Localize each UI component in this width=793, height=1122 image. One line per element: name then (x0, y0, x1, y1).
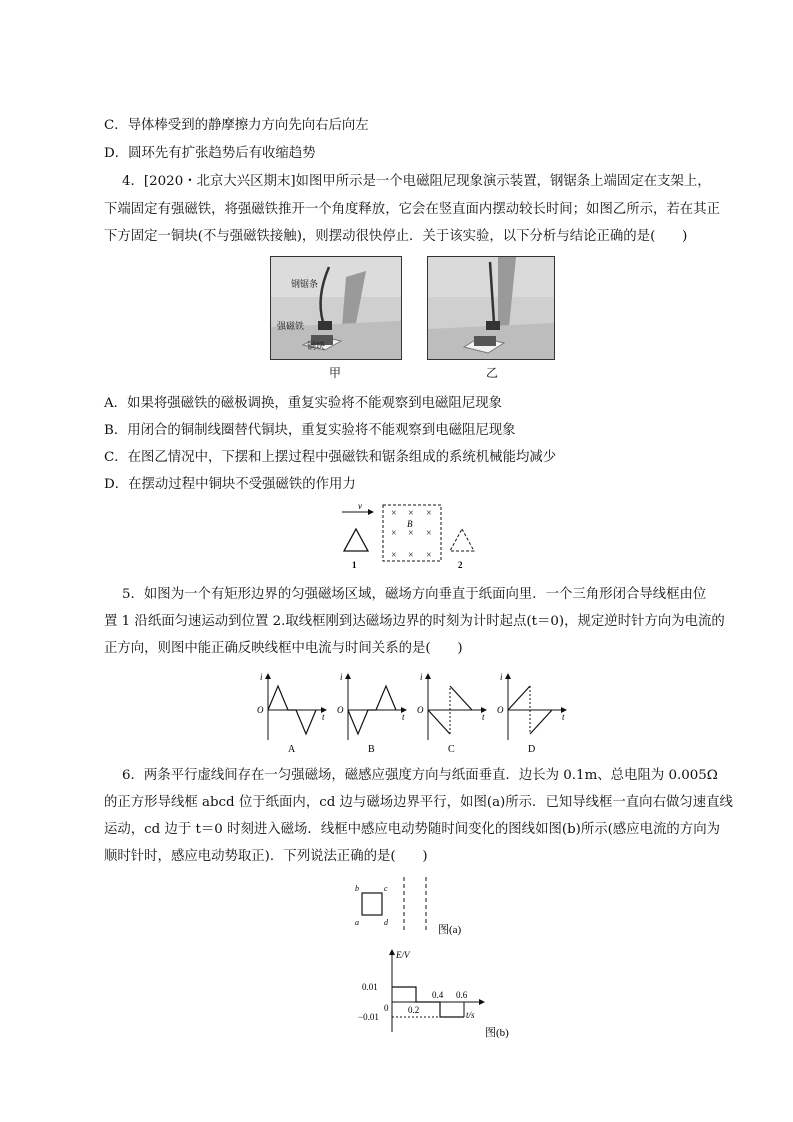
corner-c: c (384, 884, 388, 893)
axis-t: t (322, 712, 325, 722)
q4-stem-line3: 下方固定一铜块(不与强磁铁接触)，则摆动很快停止．关于该实验，以下分析与结论正确的是( ) (104, 229, 688, 244)
graph-a (257, 672, 326, 755)
field-cross: × (391, 508, 397, 519)
q4-stem-line2: 下端固定有强磁铁，将强磁铁推开一个角度释放，它会在竖直面内摆动较长时间；如图乙所示，若在其正 (104, 202, 720, 217)
graph-c (417, 672, 486, 755)
q6-figure-a (352, 875, 472, 937)
figure-a-label: 图(a) (438, 924, 462, 936)
axis-i: i (420, 672, 423, 682)
axis-t: t (482, 712, 485, 722)
caption-yi: 乙 (486, 366, 499, 380)
graph-label-b: B (368, 744, 375, 755)
axis-t: t (562, 712, 565, 722)
xtick-label-0.2: 0.2 (408, 1005, 420, 1015)
square-loop (362, 893, 382, 915)
q5-stem-line1: 5．如图为一个有矩形边界的匀强磁场区域，磁场方向垂直于纸面向里．一个三角形闭合导线框由位 (122, 587, 707, 602)
origin-o: O (337, 705, 344, 715)
field-cross: × (426, 528, 432, 539)
q6-stem-line3: 运动，cd 边于 t＝0 时刻进入磁场．线框中感应电动势随时间变化的图线如图(b)所示(感应电流的方向为 (104, 822, 720, 837)
label-saw: 钢锯条 (291, 279, 319, 289)
field-cross: × (408, 528, 414, 539)
graph-d (497, 672, 566, 755)
field-b-label: B (407, 519, 413, 529)
position-2-label: 2 (458, 560, 463, 569)
y-axis-label: E/V (396, 950, 410, 960)
q4-option-d: D．在摆动过程中铜块不受强磁铁的作用力 (104, 477, 356, 492)
photo-jia (270, 256, 402, 360)
field-cross: × (391, 528, 397, 539)
figure-b-label: 图(b) (485, 1027, 509, 1039)
q5-stem-line3: 正方向，则图中能正确反映线框中电流与时间关系的是( ) (104, 641, 463, 656)
origin-zero: 0 (384, 1003, 389, 1013)
x-axis-label: t/s (466, 1010, 475, 1020)
q5-field-figure (338, 503, 486, 569)
field-cross: × (391, 550, 397, 561)
axis-i: i (500, 672, 503, 682)
q6-stem-line4: 顺时针时，感应电动势取正)．下列说法正确的是( ) (104, 849, 428, 864)
graph-label-c: C (448, 744, 455, 755)
ytick-label-pos: 0.01 (362, 982, 378, 992)
axis-i: i (340, 672, 343, 682)
q4-stem-line1: 4．[2020・北京大兴区期末]如图甲所示是一个电磁阻尼现象演示装置，钢锯条上端固定在支架上， (122, 174, 711, 189)
graph-label-a: A (288, 744, 296, 755)
ytick-label-neg: −0.01 (358, 1012, 379, 1022)
label-copper: 铜块 (307, 341, 326, 351)
corner-b: b (355, 884, 359, 893)
q5-answer-graphs (252, 668, 572, 756)
graph-label-d: D (528, 744, 536, 755)
origin-o: O (497, 705, 504, 715)
origin-o: O (417, 705, 424, 715)
field-cross: × (408, 550, 414, 561)
velocity-label: v (358, 503, 362, 511)
triangle-position-2 (450, 529, 474, 551)
field-cross: × (408, 508, 414, 519)
q6-stem-line1: 6．两条平行虚线间存在一匀强磁场，磁感应强度方向与纸面垂直．边长为 0.1m、总电阻为 0.005Ω (122, 768, 718, 783)
q5-stem-line2: 置 1 沿纸面匀速运动到位置 2.取线框刚到达磁场边界的时刻为计时起点(t＝0)，规定逆时针方向为电流的 (104, 614, 725, 629)
q4-option-a: A．如果将强磁铁的磁极调换，重复实验将不能观察到电磁阻尼现象 (104, 396, 502, 411)
triangle-position-1 (344, 529, 368, 551)
corner-d: d (384, 918, 388, 927)
q6-stem-line2: 的正方形导线框 abcd 位于纸面内，cd 边与磁场边界平行，如图(a)所示．已知导线框一直向右做匀速直线 (104, 795, 733, 810)
q3-option-c: C．导体棒受到的静摩擦力方向先向右后向左 (104, 118, 369, 133)
photo-yi (427, 256, 555, 360)
axis-t: t (402, 712, 405, 722)
field-cross: × (426, 508, 432, 519)
q4-option-c: C．在图乙情况中，下摆和上摆过程中强磁铁和锯条组成的系统机械能均减少 (104, 450, 557, 465)
q3-option-d: D．圆环先有扩张趋势后有收缩趋势 (104, 146, 316, 161)
caption-jia: 甲 (329, 366, 342, 380)
origin-o: O (257, 705, 264, 715)
corner-a: a (355, 918, 359, 927)
xtick-label-0.6: 0.6 (456, 990, 468, 1000)
axis-i: i (260, 672, 263, 682)
q4-option-b: B．用闭合的铜制线圈替代铜块，重复实验将不能观察到电磁阻尼现象 (104, 423, 516, 438)
graph-b (337, 672, 406, 755)
xtick-label-0.4: 0.4 (432, 990, 444, 1000)
label-magnet: 强磁铁 (277, 321, 305, 331)
position-1-label: 1 (352, 560, 357, 569)
field-cross: × (426, 550, 432, 561)
q6-figure-b-chart (354, 944, 524, 1040)
